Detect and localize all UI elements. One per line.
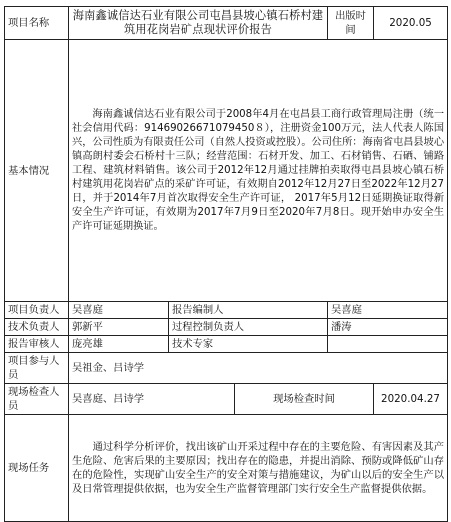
- task-text: 通过科学分析评价，找出该矿山开采过程中存在的主要危险、有害因素及其产生危险、危害后果的主要原因；找出存在的隐患，并提出消除、预防或降低矿山存在的危险性，实现矿山安全生产的安全对策与措施建议，为矿山以后的安全生产以及日常管理提供依据，也为安全生产监督管理部门实行安全生产监督提供依据。: [72, 441, 445, 495]
- project-name-value: 海南鑫诚信达石业有限公司屯昌县坡心镇石桥村建筑用花岗岩矿点现状评价报告: [69, 7, 328, 40]
- personnel-row-2: [5, 319, 448, 336]
- basic-info-text: 海南鑫诚信达石业有限公司于2008年4月在屯昌县工商行政管理局注册（统一社会信用代码：91469026671079450８），注册资金100万元，法人代表人陈国兴，公司性质为有限责任公司（自然人投资或控股）。公司住所：海南省屯昌县坡心镇高朗村委会石桥村十三队；经营范围：石材开发、加工、石材销售、石硒、铺路工程、建筑材料销售。该公司于2012年12月通过挂牌拍卖取得屯昌县坡心镇石桥村建筑用花岗岩矿点的采矿许可证，有效期自2012年12月27日至2022年12月27日，并于2014年7月首次取得安全生产许可证， 2017年5月12日延期换证取得新安全生产许可证，有效期为2017年7月9日至2020年7月8日。现开始申办安全生产许可证延期换证。: [72, 108, 445, 232]
- process-control-label: 过程控制负责人: [169, 319, 328, 336]
- site-inspection-time-label: 现场检查时间: [235, 384, 374, 415]
- participants-value: 吴祖金、吕诗学: [69, 353, 448, 384]
- tech-lead-value: 郭新平: [69, 319, 169, 336]
- site-inspectors-value: 吴喜庭、吕诗学: [69, 384, 235, 415]
- project-lead-value: 吴喜庭: [69, 302, 169, 319]
- task-row: [5, 415, 448, 522]
- site-inspectors-label: 现场检查人员: [5, 384, 69, 415]
- header-row: [5, 7, 448, 40]
- task-label: 现场任务: [5, 415, 69, 522]
- basic-info-text-cell: [69, 40, 448, 302]
- personnel-row-4: [5, 353, 448, 384]
- personnel-row-5: [5, 384, 448, 415]
- tech-lead-label: 技术负责人: [5, 319, 69, 336]
- tech-expert-label: 技术专家: [169, 336, 328, 353]
- basic-info-row: [5, 40, 448, 302]
- task-text-cell: [69, 415, 448, 522]
- process-control-value: 潘涛: [328, 319, 448, 336]
- project-lead-label: 项目负责人: [5, 302, 69, 319]
- basic-info-label: 基本情况: [5, 40, 69, 302]
- personnel-row-3: [5, 336, 448, 353]
- participants-label: 项目参与人员: [5, 353, 69, 384]
- report-author-label: 报告编制人: [169, 302, 328, 319]
- publish-time-value: 2020.05: [374, 7, 448, 40]
- project-name-label: 项目名称: [5, 7, 69, 40]
- evaluation-report-info-table: [4, 6, 448, 522]
- report-author-value: 吴喜庭: [328, 302, 448, 319]
- reviewer-label: 报告审核人: [5, 336, 69, 353]
- tech-expert-value: [328, 336, 448, 353]
- site-inspection-time-value: 2020.04.27: [374, 384, 448, 415]
- publish-time-label: 出版时间: [328, 7, 374, 40]
- reviewer-value: 庞亮雄: [69, 336, 169, 353]
- personnel-row-1: [5, 302, 448, 319]
